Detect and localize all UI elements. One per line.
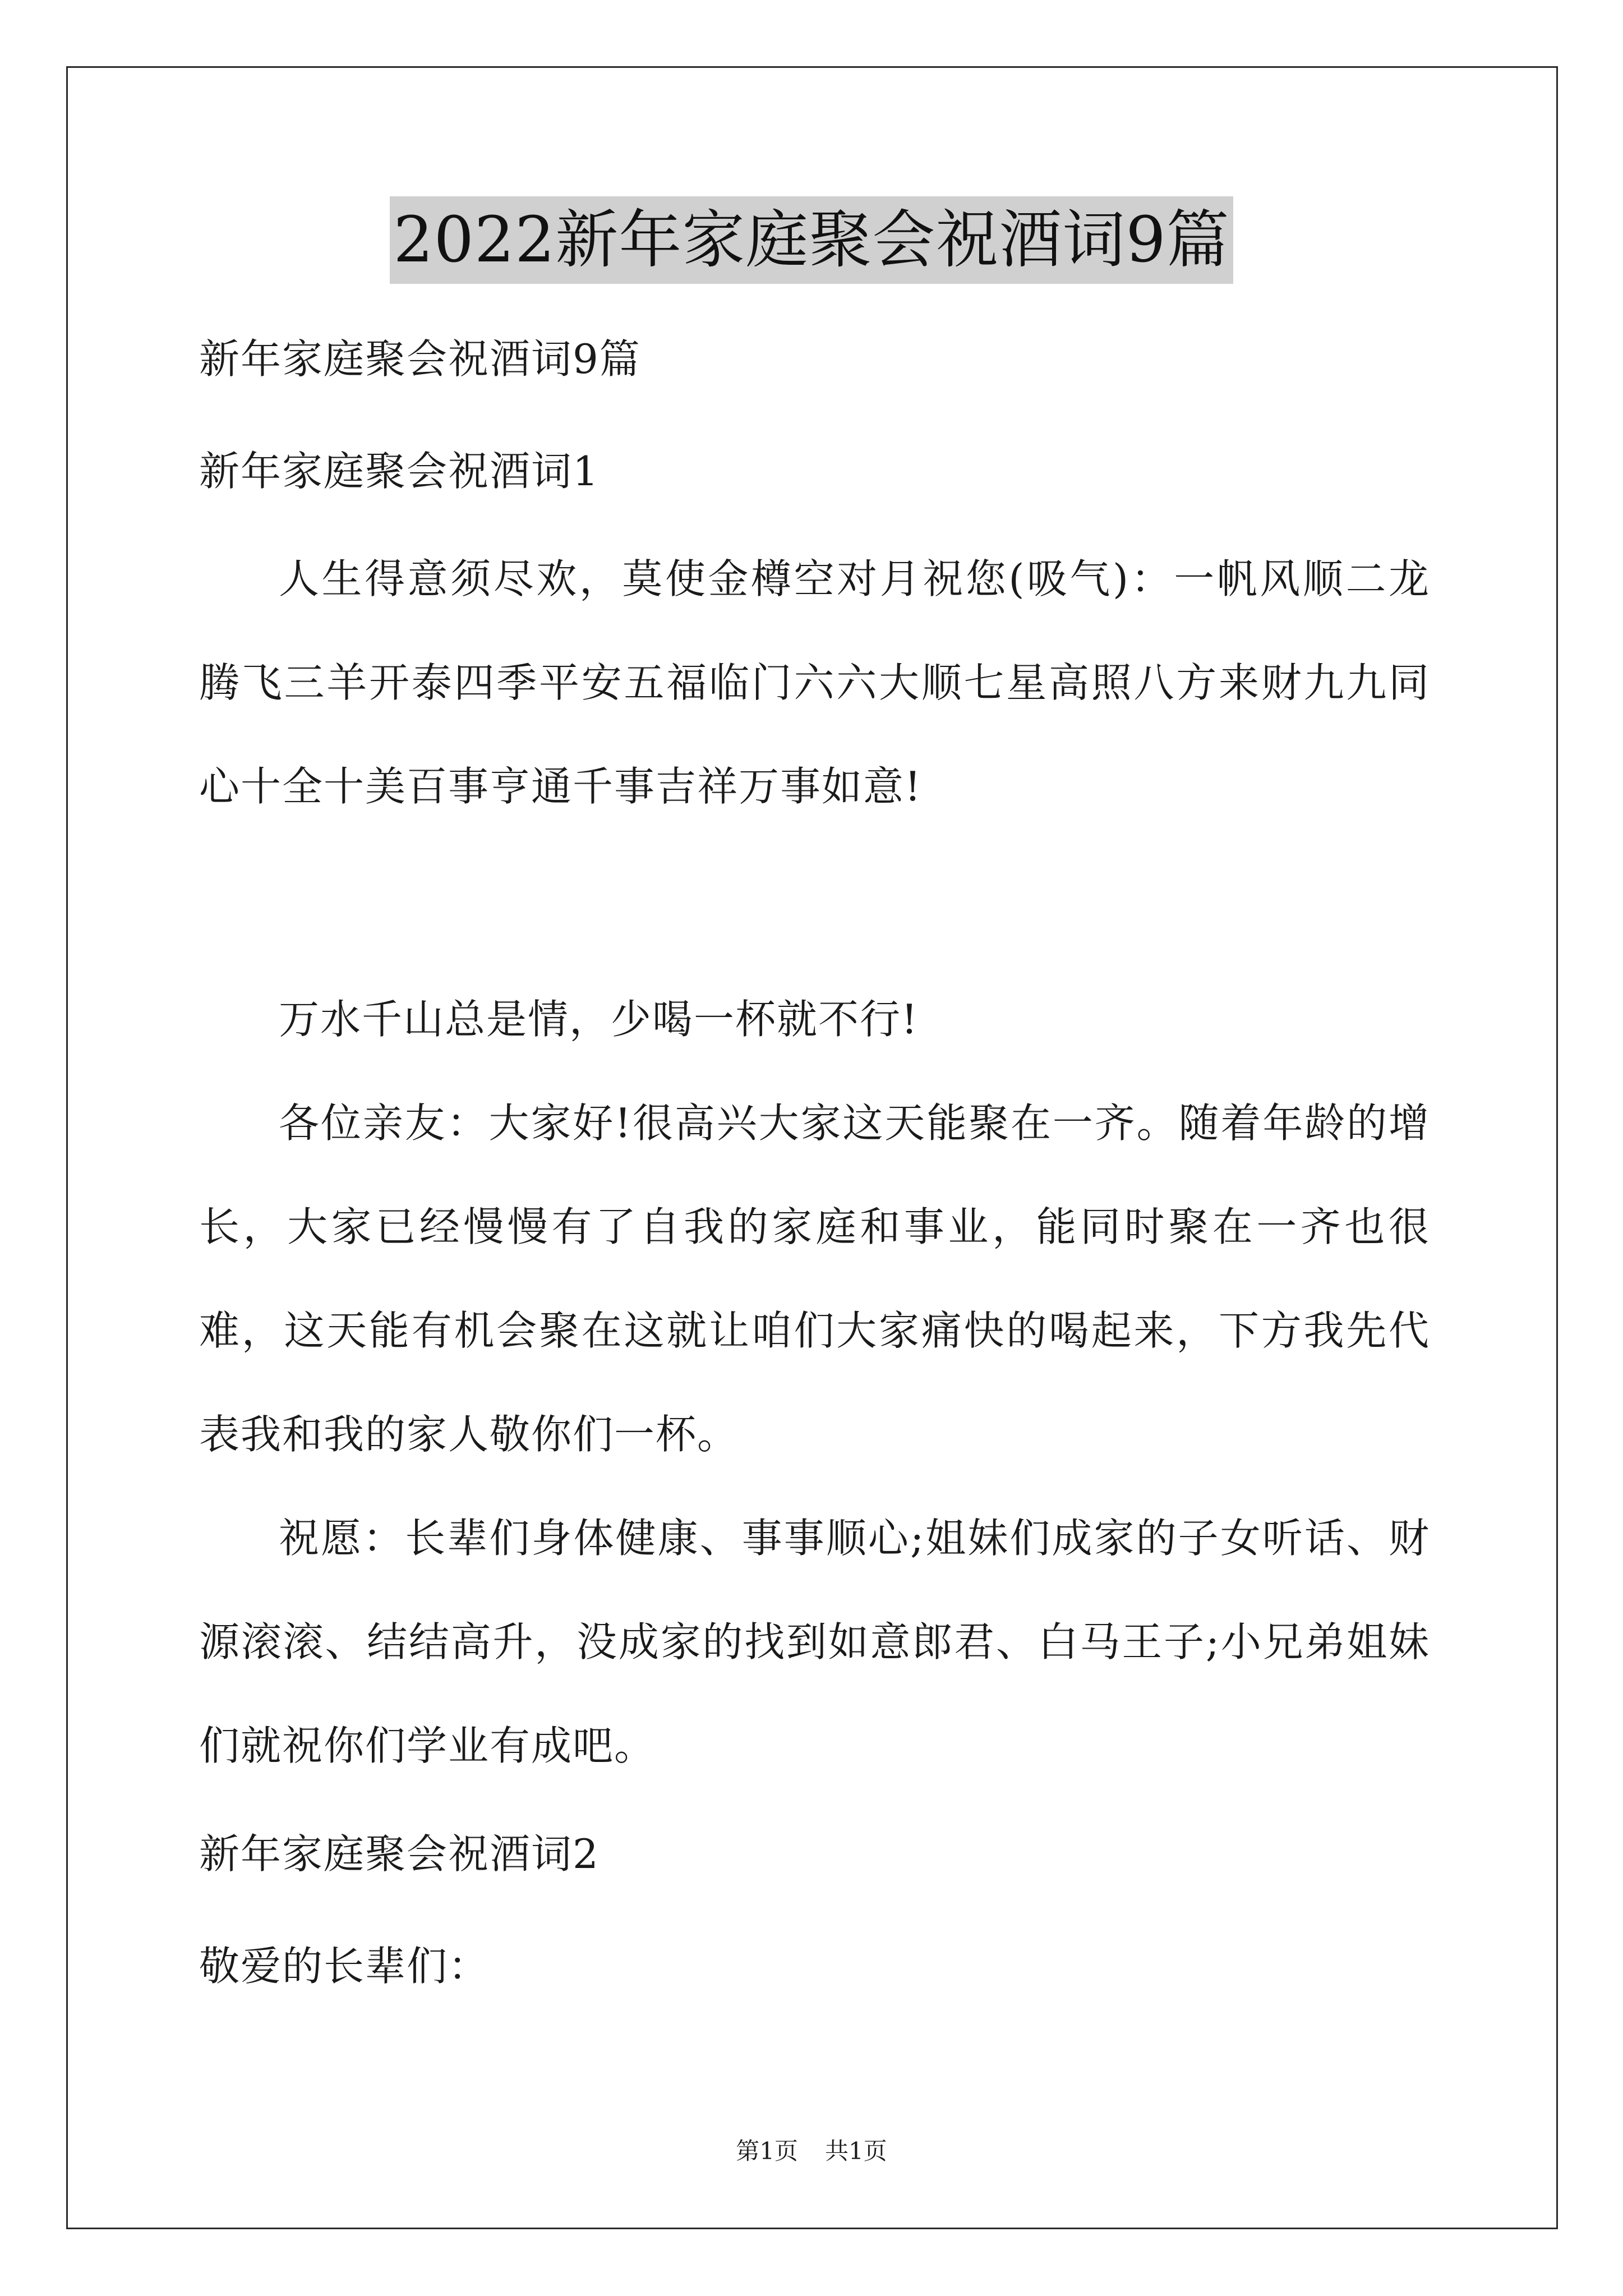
subtitle: 新年家庭聚会祝酒词9篇 xyxy=(199,335,641,383)
paragraph-wishes: 祝愿：长辈们身体健康、事事顺心;姐妹们成家的子女听话、财源滚滚、结结高升，没成家的找到如意郎君、白马王子;小兄弟姐妹们就祝你们学业有成吧。 xyxy=(199,1515,1430,1769)
paragraph-spacer xyxy=(199,839,1430,968)
section-heading-1: 新年家庭聚会祝酒词1 xyxy=(199,448,600,495)
paragraph-greeting: 各位亲友：大家好!很高兴大家这天能聚在一齐。随着年龄的增长，大家已经慢慢有了自我的家庭和事业，能同时聚在一齐也很难，这天能有机会聚在这就让咱们大家痛快的喝起来，下方我先代表我和我的家人敬你们一杯。 xyxy=(199,1099,1430,1458)
page-number: 第1页 xyxy=(736,2137,798,2165)
document-body xyxy=(199,303,1430,2022)
page-total: 共1页 xyxy=(825,2137,887,2165)
document-title: 2022新年家庭聚会祝酒词9篇 xyxy=(390,196,1233,284)
salutation: 敬爱的长辈们： xyxy=(199,1943,490,1990)
paragraph-toast-blessing: 人生得意须尽欢，莫使金樽空对月祝您(吸气)：一帆风顺二龙腾飞三羊开泰四季平安五福临门六六大顺七星高照八方来财九九同心十全十美百事亨通千事吉祥万事如意! xyxy=(199,555,1430,810)
paragraph-drink-line: 万水千山总是情，少喝一杯就不行! xyxy=(279,996,919,1043)
section-heading-2: 新年家庭聚会祝酒词2 xyxy=(199,1830,600,1878)
title-container xyxy=(0,196,1623,284)
page-footer xyxy=(0,2133,1623,2166)
